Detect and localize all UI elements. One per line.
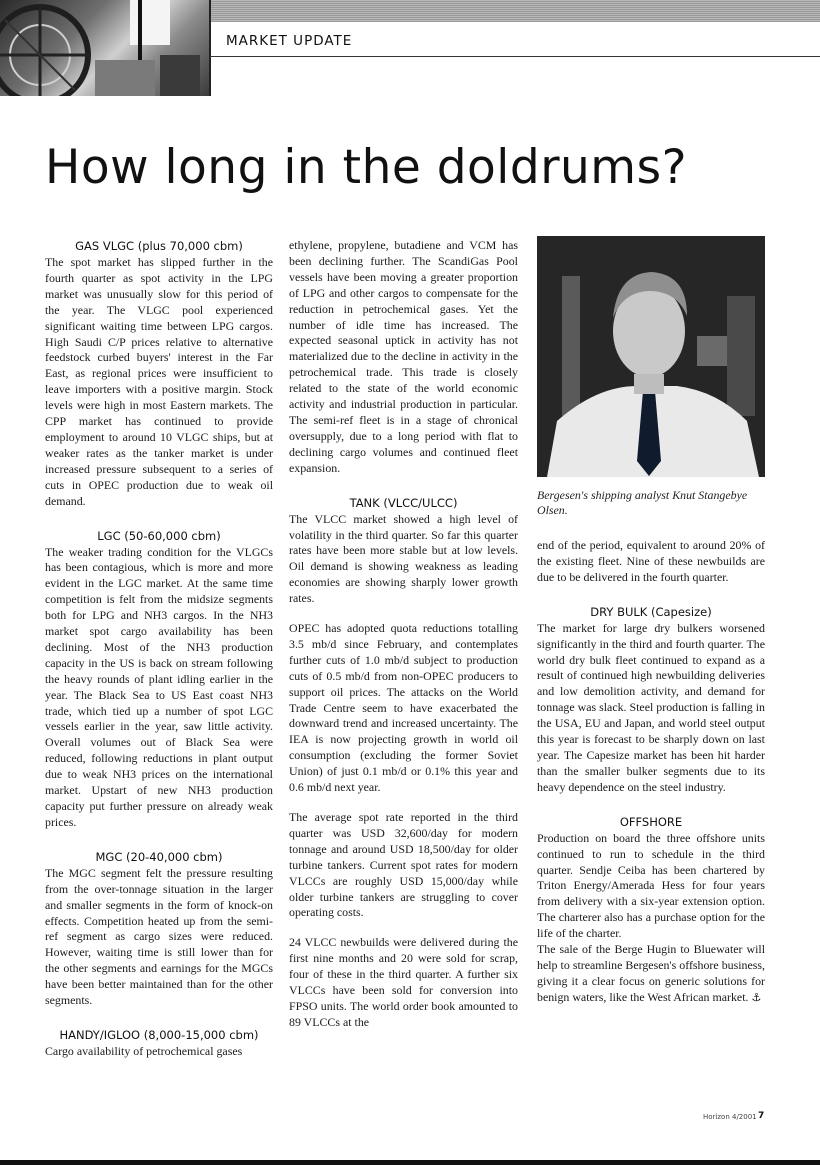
photo-caption: Bergesen's shipping analyst Knut Stangebye Olsen. (537, 488, 748, 517)
page-title: How long in the doldrums? (45, 140, 688, 195)
header-divider-horizontal (210, 56, 820, 57)
paragraph-dry-bulk: The market for large dry bulkers worsened significantly in the third and fourth quarter. The world dry bulk fleet continued to expand as a result of continued high newbuilding deliveries and low demolition activity, and demand for tonnage was slack. Steel production is falling in the USA, EU and Japan, and world steel output this year is forecast to be sharply down on last year. The Capesize market has been hit harder than the smaller bulker segments due to its heavy dependence on the steel industry. (537, 620, 765, 794)
section-heading-dry-bulk: DRY BULK (Capesize) (590, 604, 712, 619)
header-bar (210, 0, 820, 22)
paragraph-tank-4: 24 VLCC newbuilds were delivered during the first nine months and 20 were sold for scrap, four of these in the third quarter. A further six VLCCs have been sold for conversion into FPSO units. The world order book amounted to 89 VLCCs at the (289, 935, 518, 1029)
ship-wheel-photo-icon (0, 0, 210, 96)
paragraph-tank-3: The average spot rate reported in the third quarter was USD 32,600/day for modern tonnage and around USD 18,500/day for older turbine tankers. Current spot rates for modern VLCCs are roughly USD 15,000/day while older turbine tankers are struggling to cover operating costs. (289, 810, 518, 920)
section-heading-mgc: MGC (20-40,000 cbm) (95, 849, 223, 864)
analyst-portrait-icon (537, 236, 765, 477)
section-heading-lgc: LGC (50-60,000 cbm) (97, 528, 221, 543)
section-label: MARKET UPDATE (226, 33, 353, 49)
ship-logo-icon: ⚓ (751, 991, 762, 1005)
section-heading-handy: HANDY/IGLOO (8,000-15,000 cbm) (59, 1027, 259, 1042)
column-2 (289, 238, 518, 1031)
paragraph-handy-start: Cargo availability of petrochemical gases (45, 1043, 243, 1058)
section-heading-gas-vlgc: GAS VLGC (plus 70,000 cbm) (75, 239, 243, 253)
paragraph-gas-vlgc: The spot market has slipped further in the fourth quarter as spot activity in the LPG market was unusually slow for this period of the year. The VLGC pool experienced significant waiting time between LPG cargos. High Saudi C/P prices relative to alternative feedstock curbed buyers' interest in the Far East, as regional prices were insufficient to leave importers with a positive margin. Stock levels were high in most Eastern markets. The CPP market has continued to provide employment to around 10 VLGC ships, but at weaker rates as the tanker market is under increased pressure subsequent to a series of cuts in OPEC production due to weak oil demand. (45, 255, 273, 508)
bottom-rule (0, 1160, 820, 1165)
section-heading-offshore: OFFSHORE (619, 814, 683, 829)
column-1 (45, 238, 273, 1060)
header-photo (0, 0, 210, 96)
paragraph-handy-continued: ethylene, propylene, butadiene and VCM has been declining further. The ScandiGas Pool vessels have been moving a greater proportion of LPG and other cargos to compensate for the reduction in petrochemical gases. Yet the number of idle time has increased. The expected seasonal uptick in activity has not materialized due to the decline in activity in the petrochemical trade. This trade is closely related to the state of the world economic activity and industrial production in particular. The semi-ref fleet is in a stage of chronical oversupply, due to a long period with flat to declining cargo volumes and continued fleet expansion. (289, 238, 518, 475)
column-3 (537, 538, 765, 1006)
paragraph-tank-4-continued: end of the period, equivalent to around 20% of the existing fleet. Nine of these newbuilds are due to be delivered in the fourth quarter. (537, 538, 765, 584)
paragraph-lgc: The weaker trading condition for the VLGCs has been contagious, which is more and more evident in the LGC market. At the same time competition is felt from the midsize segments both for LPG and NH3 cargos. In the NH3 market spot cargo availability has been declining. Most of the NH3 production capacity in the US is back on stream following the heavy rounds of plant idling earlier in the year. The Black Sea to US East coast NH3 trade, which tied up a number of spot LGC vessels earlier in the year, saw little activity. Overall volumes out of Black Sea were reduced, following reductions in plant output due to weak NH3 prices on the international market. Upstart of new NH3 production capacity put further pressure on already weak prices. (45, 544, 273, 829)
paragraph-offshore-2 (537, 942, 765, 1006)
analyst-photo (537, 236, 765, 477)
paragraph-tank-2: OPEC has adopted quota reductions totalling 3.5 mb/d since February, and contemplates further cuts of 1.0 mb/d subject to production cuts of 0.5 mb/d from non-OPEC producers to support oil prices. The attacks on the World Trade Centre seem to have exacerbated the downward trend and increased uncertainty. The IEA is now projecting growth in world oil consumption (excluding the former Soviet Union) of just 0.1 mb/d or 0.1% this year and 0.6 mb/d next year. (289, 621, 518, 795)
folio: Horizon 4/2001 (703, 1113, 757, 1121)
header-divider-vertical (209, 0, 211, 96)
paragraph-offshore-1: Production on board the three offshore units continued to run to schedule in the third quarter. Sendje Ceiba has been chartered by Triton Energy/Amerada Hess for four years from delivery with a six-year extension option. The charterer also has a purchase option for the life of the charter. (537, 830, 765, 941)
paragraph-offshore-2-text: The sale of the Berge Hugin to Bluewater will help to streamline Bergesen's offshore business, giving it a clear focus on generic solutions for benign waters, like the West African market. (537, 942, 765, 1004)
paragraph-tank-1: The VLCC market showed a high level of volatility in the third quarter. So far this quarter rates have been more stable but at low levels. Oil demand is showing weakness as leading economies are showing sharply lower growth rates. (289, 511, 518, 606)
section-heading-tank: TANK (VLCC/ULCC) (349, 495, 458, 510)
paragraph-mgc: The MGC segment felt the pressure resulting from the over-tonnage situation in the larger and smaller segments in the form of knock-on effects. Competition heated up from the semi-ref segment as cargo sizes were reduced. However, waiting time is still lower than for the other segments and earnings for the MGCs have been better maintained than for the other segments. (45, 865, 273, 1008)
page-number: 7 (758, 1111, 765, 1121)
